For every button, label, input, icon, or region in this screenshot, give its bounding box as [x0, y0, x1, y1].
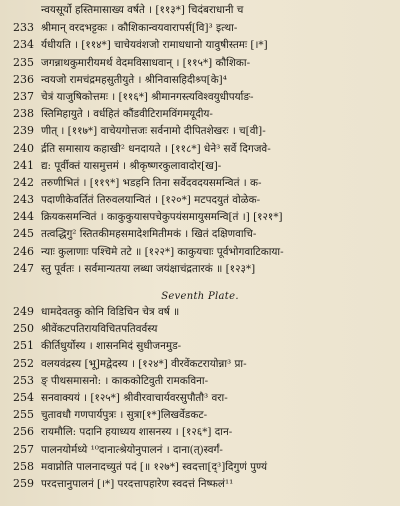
line-text: मवाप्नोति पालनादच्युतं पदं [॥ १२७*] स्वदत्ता[द्³]दिगुणं पुण्यं [41, 460, 267, 473]
line-text: तत्वद्धिगु² स्तितकीमहसमादेशमितीमकं । खितं दक्षिणवाचि- [41, 228, 257, 241]
line-number: 239 [13, 124, 34, 138]
line-number: 236 [13, 72, 34, 86]
text-line [0, 458, 400, 475]
line-text: सनवाक्ययं । [१२५*] श्रीवीरवाचार्यवरसुपौतौ³ वरा- [41, 391, 228, 404]
line-text: परदत्तानुपालनं [।*] परदत्तापहारेण स्वदत्तं निष्फलं¹¹ [41, 477, 234, 490]
text-line [0, 260, 400, 277]
line-text: चुतावधौ गणपार्यपुत्रः । सुत्रा[१*]लिखर्वेडकट- [41, 409, 208, 422]
line-text: धामदेवतकु कोनि विडिचिन चेत्र वर्ष ॥ [41, 306, 180, 318]
line-number: 249 [13, 305, 34, 318]
line-text: कीर्तिधुर्योस्य । शासनमिदं सुधीजनमुड- [41, 340, 182, 353]
line-number: 254 [13, 390, 34, 404]
line-text: श्रीवेंकटपतिरायविचितपतिवर्वस्य [41, 323, 158, 336]
text-line [0, 122, 400, 139]
line-number: 235 [13, 55, 34, 69]
line-text: पालनयोर्मध्ये ¹⁰दानात्श्रेयोनुपालनं । दाना(त्)स्वर्गं- [41, 443, 223, 456]
line-number: 243 [13, 193, 34, 207]
line-number: 234 [13, 38, 34, 52]
text-line [0, 475, 400, 492]
text-line [0, 19, 400, 36]
line-number: 257 [13, 442, 34, 456]
plate-six-block [0, 2, 400, 277]
text-line [0, 54, 400, 71]
line-text: द्य: पूर्वीक्तं यासमुत्तमं । श्रीकृष्णरकुलावादोर[ख]- [41, 159, 222, 172]
text-line [0, 105, 400, 122]
text-line [0, 157, 400, 174]
text-line [0, 191, 400, 208]
text-line [0, 406, 400, 423]
text-line [0, 441, 400, 458]
line-text: णीत् । [११७*] वाचेयगोत्तजः सर्वनामो दीपितशेखरः । च[वी]- [41, 125, 266, 138]
text-line [0, 337, 400, 354]
line-text: र्यधीयति । [११४*] चाचेयवंशजो रामाधधानो यावुषीस्तमः [।*] [41, 39, 268, 52]
line-number: 252 [13, 356, 34, 370]
text-line [0, 303, 400, 320]
text-line [0, 372, 400, 389]
line-text: स्तु पूर्वतः । सर्वमान्यतया लब्धा जयंक्षाचंद्रतारकं ॥ [१२३*] [41, 262, 256, 275]
text-line [0, 140, 400, 157]
text-line [0, 174, 400, 191]
line-number: 240 [13, 141, 34, 155]
plate-seven-block [0, 303, 400, 492]
line-number: 246 [13, 244, 34, 258]
line-text: न्वयसूर्यो हस्तिमासाख्य वर्षते । [११३*] चिदंबराधानी च [41, 4, 244, 16]
line-text: पदाणीकेवर्तितं तिरुवलयान्वितं । [१२०*] मटपदयुतं वोळेक- [41, 194, 261, 207]
line-text: वलयवंद्रस्य [भू]मद्वेदस्य । [१२४*] वीरवेंकटरायोन्ना³ प्रा- [41, 357, 247, 370]
line-text: चेत्रं याजुषिकोत्तमः । [११६*] श्रीमानगस्त्यविश्वयुधीपर्याङ- [41, 90, 254, 103]
line-number: 237 [13, 89, 34, 103]
text-line [0, 71, 400, 88]
section-heading: Seventh Plate. [161, 291, 239, 302]
text-line [0, 225, 400, 242]
line-text: रायमौलि: पदानि हयाध्यय शासनस्य । [१२६*] दान- [41, 426, 233, 439]
text-line [0, 243, 400, 260]
line-number: 259 [13, 476, 34, 490]
line-number: 250 [13, 322, 34, 336]
line-text: तरुणीभितं । [११९*] भडहनि तिना सर्वेदवदयसमन्वितं । क- [41, 176, 262, 189]
line-number: 247 [13, 261, 34, 275]
text-line [0, 36, 400, 53]
line-text: श्रीमान् वरदभट्टकः । कौशिकान्वयवारापर्स[वि]³ इत्था- [41, 22, 238, 35]
line-number: 233 [13, 21, 34, 35]
line-number: 241 [13, 158, 34, 172]
line-text: क्रियकसमन्वितं । काकुकुयासपचेकुपयंसमायुसमन्वि[तं ।] [१२१*] [41, 211, 283, 224]
line-text: न्याः कुलाणाः पश्चिमे तटे ॥ [१२२*] काकुयचाः पूर्वभोगवाटिकाया- [41, 245, 284, 258]
line-text: जगन्नाथकुमारीयमर्थ वेदमविसाधवान् । [११५*] कौशिका- [41, 56, 251, 69]
line-number: 255 [13, 408, 34, 422]
line-number: 244 [13, 210, 34, 224]
text-line [0, 355, 400, 372]
line-number: 242 [13, 175, 34, 189]
line-text: न्वयजो रामचंद्रमहसुतीयुते । श्रीनिवासहिदीश्र्प[के]⁴ [41, 73, 227, 86]
text-line [0, 88, 400, 105]
text-line [0, 423, 400, 440]
text-line [0, 389, 400, 406]
line-number: 253 [13, 373, 34, 387]
line-number: 238 [13, 107, 34, 121]
text-line [0, 320, 400, 337]
line-text: स्तिमिहायुते । वर्धहितं कौंडवीटिरामविंगमयूदीय- [41, 108, 213, 121]
text-line [0, 208, 400, 225]
line-number: 256 [13, 425, 34, 439]
line-number: 251 [13, 339, 34, 353]
line-number: 258 [13, 459, 34, 473]
text-line [0, 2, 400, 19]
line-number: 245 [13, 227, 34, 241]
line-text: र्द्रति समासाय कहाखी² धनदायते । [११८*] धेने³ सर्वे दिगजवे- [41, 142, 271, 155]
line-text: ङ् पीथसमासनो: । काककोटिवुती रामकविना- [41, 374, 209, 387]
